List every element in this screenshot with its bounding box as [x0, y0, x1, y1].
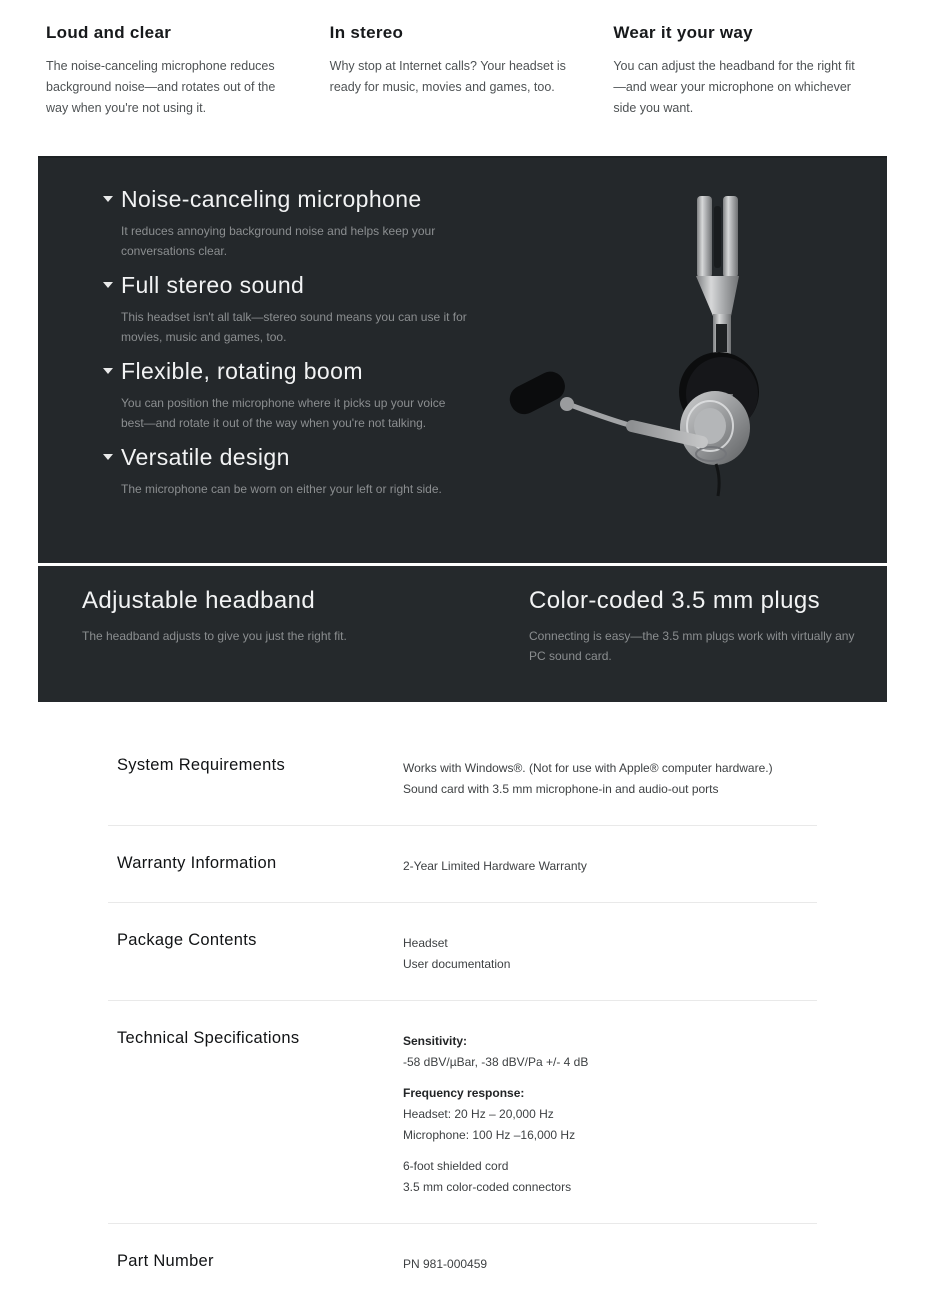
- headset-product-image: [470, 166, 900, 506]
- feature-title: Flexible, rotating boom: [121, 358, 363, 384]
- highlight-title: Adjustable headband: [82, 587, 316, 614]
- spec-label: Part Number: [117, 1252, 214, 1270]
- spec-values: [403, 756, 817, 800]
- spec-row-package-contents: [108, 902, 817, 1000]
- spec-row-warranty-information: [108, 825, 817, 902]
- spec-label: Package Contents: [117, 931, 257, 949]
- spec-value-line: Headset: [403, 936, 448, 950]
- features-list: [38, 158, 478, 563]
- feature-body: The microphone can be worn on either your left or right side.: [121, 482, 442, 496]
- spec-values: [403, 854, 817, 877]
- chevron-down-icon: [103, 282, 113, 288]
- highlight-body: The headband adjusts to give you just the right fit.: [82, 629, 347, 643]
- feature-title: Full stereo sound: [121, 272, 305, 298]
- highlight-color-coded-plugs: [529, 586, 859, 702]
- intro-column-loud-and-clear: [46, 23, 290, 156]
- spec-row-technical-specifications: [108, 1000, 817, 1223]
- spec-value-line: User documentation: [403, 957, 511, 971]
- intro-body: Why stop at Internet calls? Your headset is ready for music, movies and games, too.: [329, 59, 566, 94]
- spec-value-line: Works with Windows®. (Not for use with Apple® computer hardware.): [403, 761, 773, 775]
- intro-title: In stereo: [329, 23, 404, 42]
- intro-body: You can adjust the headband for the right fit—and wear your microphone on whichever side you want.: [613, 59, 855, 115]
- spec-value-line: -58 dBV/µBar, -38 dBV/Pa +/- 4 dB: [403, 1055, 589, 1069]
- feature-body: You can position the microphone where it picks up your voice best—and rotate it out of the way when you're not talking.: [121, 396, 446, 430]
- feature-title: Versatile design: [121, 444, 290, 470]
- spec-row-system-requirements: [108, 728, 817, 825]
- spec-value-line: Sensitivity:: [403, 1034, 468, 1048]
- product-image-area: [478, 158, 887, 563]
- feature-body: It reduces annoying background noise and helps keep your conversations clear.: [121, 224, 436, 258]
- chevron-down-icon: [103, 368, 113, 374]
- feature-title: Noise-canceling microphone: [121, 186, 422, 212]
- feature-flexible-rotating-boom: [121, 357, 471, 433]
- spec-value-line: Headset: 20 Hz – 20,000 Hz: [403, 1107, 554, 1121]
- spec-values: [403, 931, 817, 975]
- intro-body: The noise-canceling microphone reduces background noise—and rotates out of the way when you're not using it.: [46, 59, 276, 115]
- spec-label: Warranty Information: [117, 854, 277, 872]
- intro-section: [0, 0, 925, 156]
- spec-value-line: Frequency response:: [403, 1086, 525, 1100]
- highlight-adjustable-headband: [82, 586, 529, 702]
- spec-value-line: Sound card with 3.5 mm microphone-in and audio-out ports: [403, 782, 719, 796]
- intro-title: Loud and clear: [46, 23, 172, 42]
- spec-values: [403, 1252, 817, 1275]
- specs-section: [108, 728, 817, 1300]
- intro-title: Wear it your way: [613, 23, 753, 42]
- feature-body: This headset isn't all talk—stereo sound means you can use it for movies, music and games, too.: [121, 310, 467, 344]
- highlights-panel: [38, 566, 887, 702]
- spec-value-line: 2-Year Limited Hardware Warranty: [403, 859, 587, 873]
- spec-values: [403, 1029, 817, 1198]
- intro-column-wear-it-your-way: [613, 23, 857, 156]
- spec-value-line: Microphone: 100 Hz –16,000 Hz: [403, 1128, 576, 1142]
- spec-value-line: 3.5 mm color-coded connectors: [403, 1180, 572, 1194]
- spec-value-line: PN 981-000459: [403, 1257, 488, 1271]
- chevron-down-icon: [103, 196, 113, 202]
- spec-label: System Requirements: [117, 756, 286, 774]
- feature-versatile-design: [121, 443, 471, 499]
- features-panel: [38, 156, 887, 563]
- chevron-down-icon: [103, 454, 113, 460]
- feature-full-stereo-sound: [121, 271, 471, 347]
- feature-accordion-header[interactable]: [121, 443, 471, 471]
- highlight-title: Color-coded 3.5 mm plugs: [529, 587, 821, 614]
- feature-accordion-header[interactable]: [121, 271, 471, 299]
- feature-accordion-header[interactable]: [121, 185, 471, 213]
- feature-accordion-header[interactable]: [121, 357, 471, 385]
- intro-column-in-stereo: [330, 23, 574, 156]
- highlight-body: Connecting is easy—the 3.5 mm plugs work with virtually any PC sound card.: [529, 629, 855, 663]
- feature-noise-canceling-microphone: [121, 185, 471, 261]
- spec-row-part-number: [108, 1223, 817, 1300]
- spec-label: Technical Specifications: [117, 1029, 300, 1047]
- spec-value-line: 6-foot shielded cord: [403, 1159, 509, 1173]
